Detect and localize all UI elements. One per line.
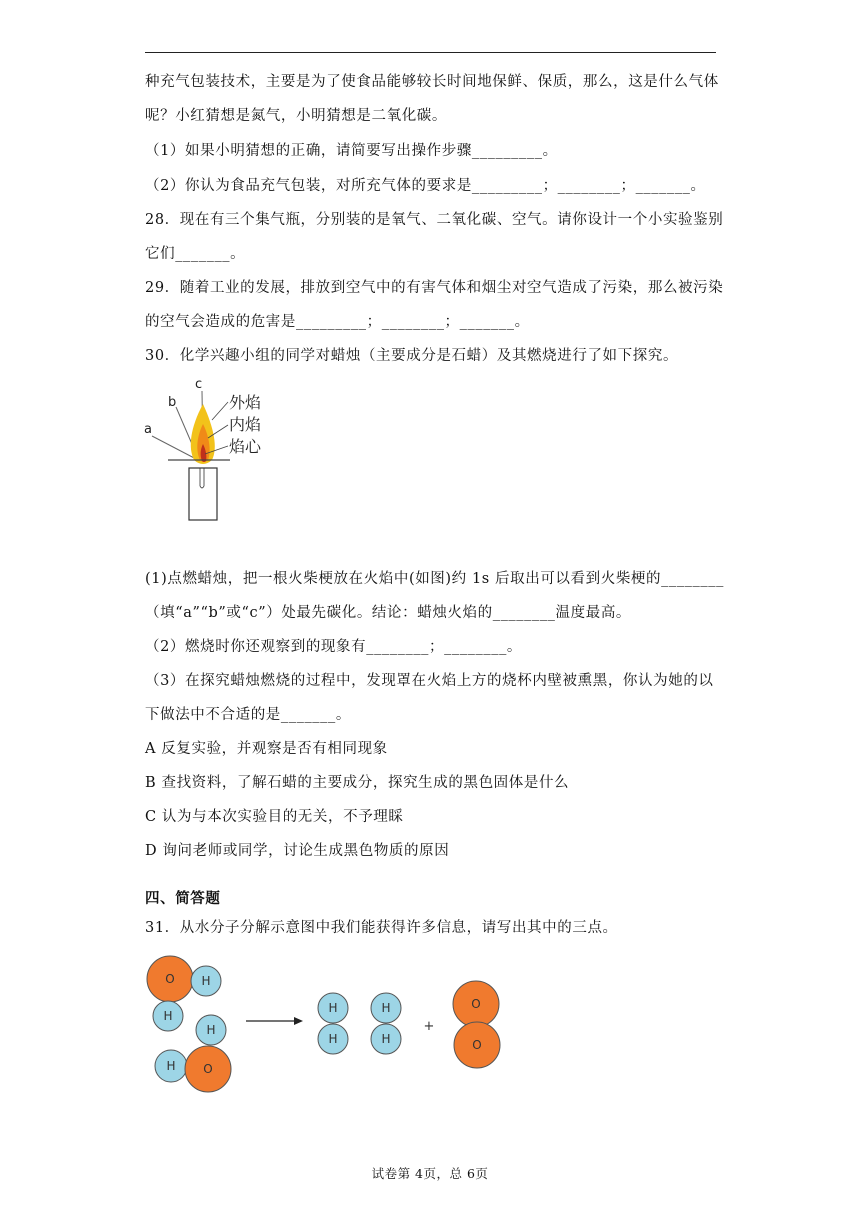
option-b: B 查找资料，了解石蜡的主要成分，探究生成的黑色固体是什么: [145, 775, 570, 791]
question-31: 31．从水分子分解示意图中我们能获得许多信息，请写出其中的三点。: [145, 920, 618, 936]
atom-label: H: [328, 1032, 338, 1046]
option-d: D 询问老师或同学，讨论生成黑色物质的原因: [145, 843, 450, 859]
label-flame-core: 焰心: [229, 437, 262, 456]
atom-label: H: [381, 1032, 391, 1046]
option-a: A 反复实验，并观察是否有相同现象: [145, 741, 388, 757]
label-c: c: [195, 377, 203, 392]
atom-label: O: [472, 1038, 482, 1052]
question-29: 29．随着工业的发展，排放到空气中的有害气体和烟尘对空气造成了污染，那么被污染: [145, 280, 724, 296]
text-line: 的空气会造成的危害是_________；________；_______。: [145, 314, 530, 330]
question-27-part-1: （1）如果小明猜想的正确，请简要写出操作步骤_________。: [145, 143, 558, 159]
atom-label: H: [201, 974, 211, 988]
outer-flame-pointer: [212, 402, 228, 420]
question-28: 28．现在有三个集气瓶，分别装的是氧气、二氧化碳、空气。请你设计一个小实验鉴别: [145, 212, 724, 228]
label-outer-flame: 外焰: [229, 393, 262, 412]
atom-label: O: [165, 972, 175, 986]
atom-label: H: [163, 1009, 173, 1023]
water-decomposition-diagram: [140, 950, 520, 1095]
question-30-part-2: （2）燃烧时你还观察到的现象有________；________。: [145, 639, 523, 655]
question-30-part-1: (1)点燃蜡烛，把一根火柴梗放在火焰中(如图)约 1s 后取出可以看到火柴梗的________: [145, 571, 724, 587]
plus-sign: +: [423, 1019, 435, 1034]
atom-label: H: [166, 1059, 176, 1073]
section-title: 四、简答题: [145, 891, 221, 907]
text-line: （填“a”“b”或“c”）处最先碳化。结论：蜡烛火焰的________温度最高。: [145, 605, 632, 621]
atom-label: H: [328, 1001, 338, 1015]
text-line: 呢？小红猜想是氮气，小明猜想是二氧化碳。: [145, 108, 447, 124]
atom-label: H: [381, 1001, 391, 1015]
option-c: C 认为与本次实验目的无关，不予理睬: [145, 809, 404, 825]
label-inner-flame: 内焰: [229, 415, 262, 434]
atom-label: O: [203, 1062, 213, 1076]
page-footer: 试卷第 4页，总 6页: [371, 1166, 489, 1181]
label-a: a: [144, 422, 152, 437]
candle-body: [189, 468, 217, 520]
atom-label: H: [206, 1023, 216, 1037]
candle-flame-diagram: [140, 376, 280, 526]
atom-label: O: [471, 997, 481, 1011]
arrow-head: [294, 1017, 303, 1025]
text-line: 下做法中不合适的是_______。: [145, 707, 351, 723]
question-30: 30．化学兴趣小组的同学对蜡烛（主要成分是石蜡）及其燃烧进行了如下探究。: [145, 348, 679, 364]
text-line: 它们_______。: [145, 246, 246, 262]
label-b: b: [168, 395, 177, 410]
question-27-part-2: （2）你认为食品充气包装，对所充气体的要求是_________；________；_______。: [145, 178, 706, 194]
top-rule: [145, 52, 716, 53]
question-30-part-3: （3）在探究蜡烛燃烧的过程中，发现罩在火焰上方的烧杯内壁被熏黑，你认为她的以: [145, 673, 714, 689]
text-line: 种充气包装技术，主要是为了使食品能够较长时间地保鲜、保质，那么，这是什么气体: [145, 74, 719, 90]
